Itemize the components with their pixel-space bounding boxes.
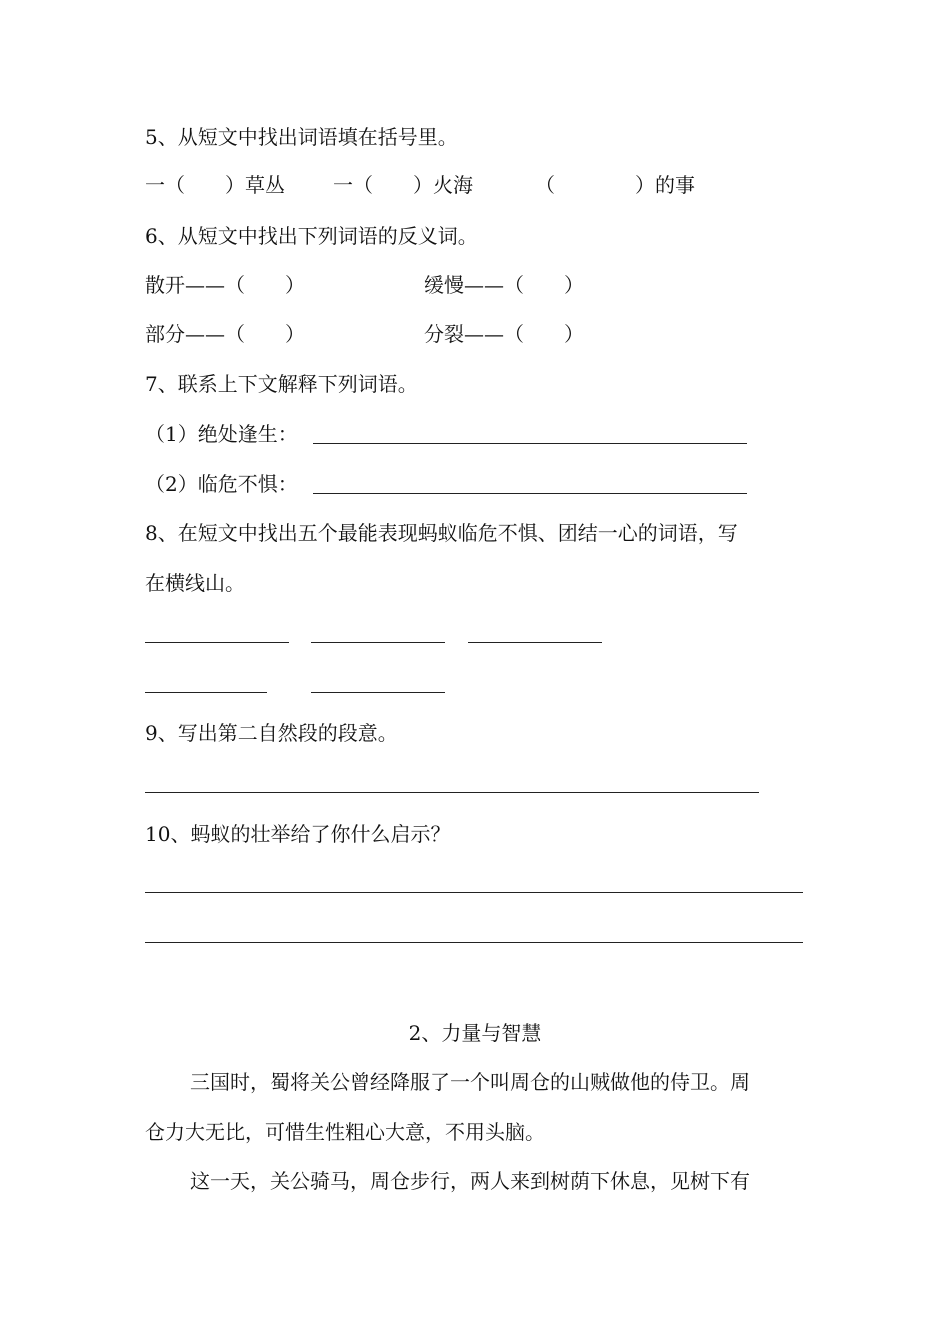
q10-prompt: 10、蚂蚁的壮举给了你什么启示？ bbox=[145, 822, 451, 846]
q8-answer-line-4[interactable] bbox=[145, 692, 267, 693]
q9-answer-line[interactable] bbox=[145, 792, 759, 793]
q7-item-1: （1）绝处逢生： bbox=[145, 422, 298, 446]
q10-answer-line-2[interactable] bbox=[145, 942, 803, 943]
story-paragraph-1-line-1: 三国时，蜀将关公曾经降服了一个叫周仓的山贼做他的侍卫。周 bbox=[190, 1070, 750, 1094]
story-title: 2、力量与智慧 bbox=[408, 1021, 542, 1045]
q6-prompt: 6、从短文中找出下列词语的反义词。 bbox=[145, 224, 478, 248]
q5-prompt: 5、从短文中找出词语填在括号里。 bbox=[145, 125, 458, 149]
q8-answer-line-3[interactable] bbox=[468, 642, 602, 643]
q6-pair-1-right: 缓慢——（ ） bbox=[424, 273, 584, 297]
story-paragraph-2-line-1: 这一天，关公骑马，周仓步行，两人来到树荫下休息，见树下有 bbox=[190, 1169, 750, 1193]
q7-item-2: （2）临危不惧： bbox=[145, 472, 298, 496]
q8-answer-line-5[interactable] bbox=[311, 692, 445, 693]
q8-answer-line-2[interactable] bbox=[311, 642, 445, 643]
q5-item-1: 一（ ）草丛 bbox=[145, 173, 285, 197]
q5-item-2: 一（ ）火海 bbox=[333, 173, 473, 197]
q6-pair-2-right: 分裂——（ ） bbox=[424, 322, 584, 346]
q5-item-3: （ ）的事 bbox=[535, 173, 695, 197]
q6-pair-2-left: 部分——（ ） bbox=[145, 322, 305, 346]
q8-answer-line-1[interactable] bbox=[145, 642, 289, 643]
q8-prompt-line-2: 在横线山。 bbox=[145, 571, 245, 595]
q7-answer-line-1[interactable] bbox=[313, 443, 747, 444]
q7-answer-line-2[interactable] bbox=[313, 493, 747, 494]
q8-prompt-line-1: 8、在短文中找出五个最能表现蚂蚁临危不惧、团结一心的词语，写 bbox=[145, 521, 738, 545]
q6-pair-1-left: 散开——（ ） bbox=[145, 273, 305, 297]
q7-prompt: 7、联系上下文解释下列词语。 bbox=[145, 372, 418, 396]
story-paragraph-1-line-2: 仓力大无比，可惜生性粗心大意，不用头脑。 bbox=[145, 1120, 545, 1144]
q10-answer-line-1[interactable] bbox=[145, 892, 803, 893]
q9-prompt: 9、写出第二自然段的段意。 bbox=[145, 721, 398, 745]
